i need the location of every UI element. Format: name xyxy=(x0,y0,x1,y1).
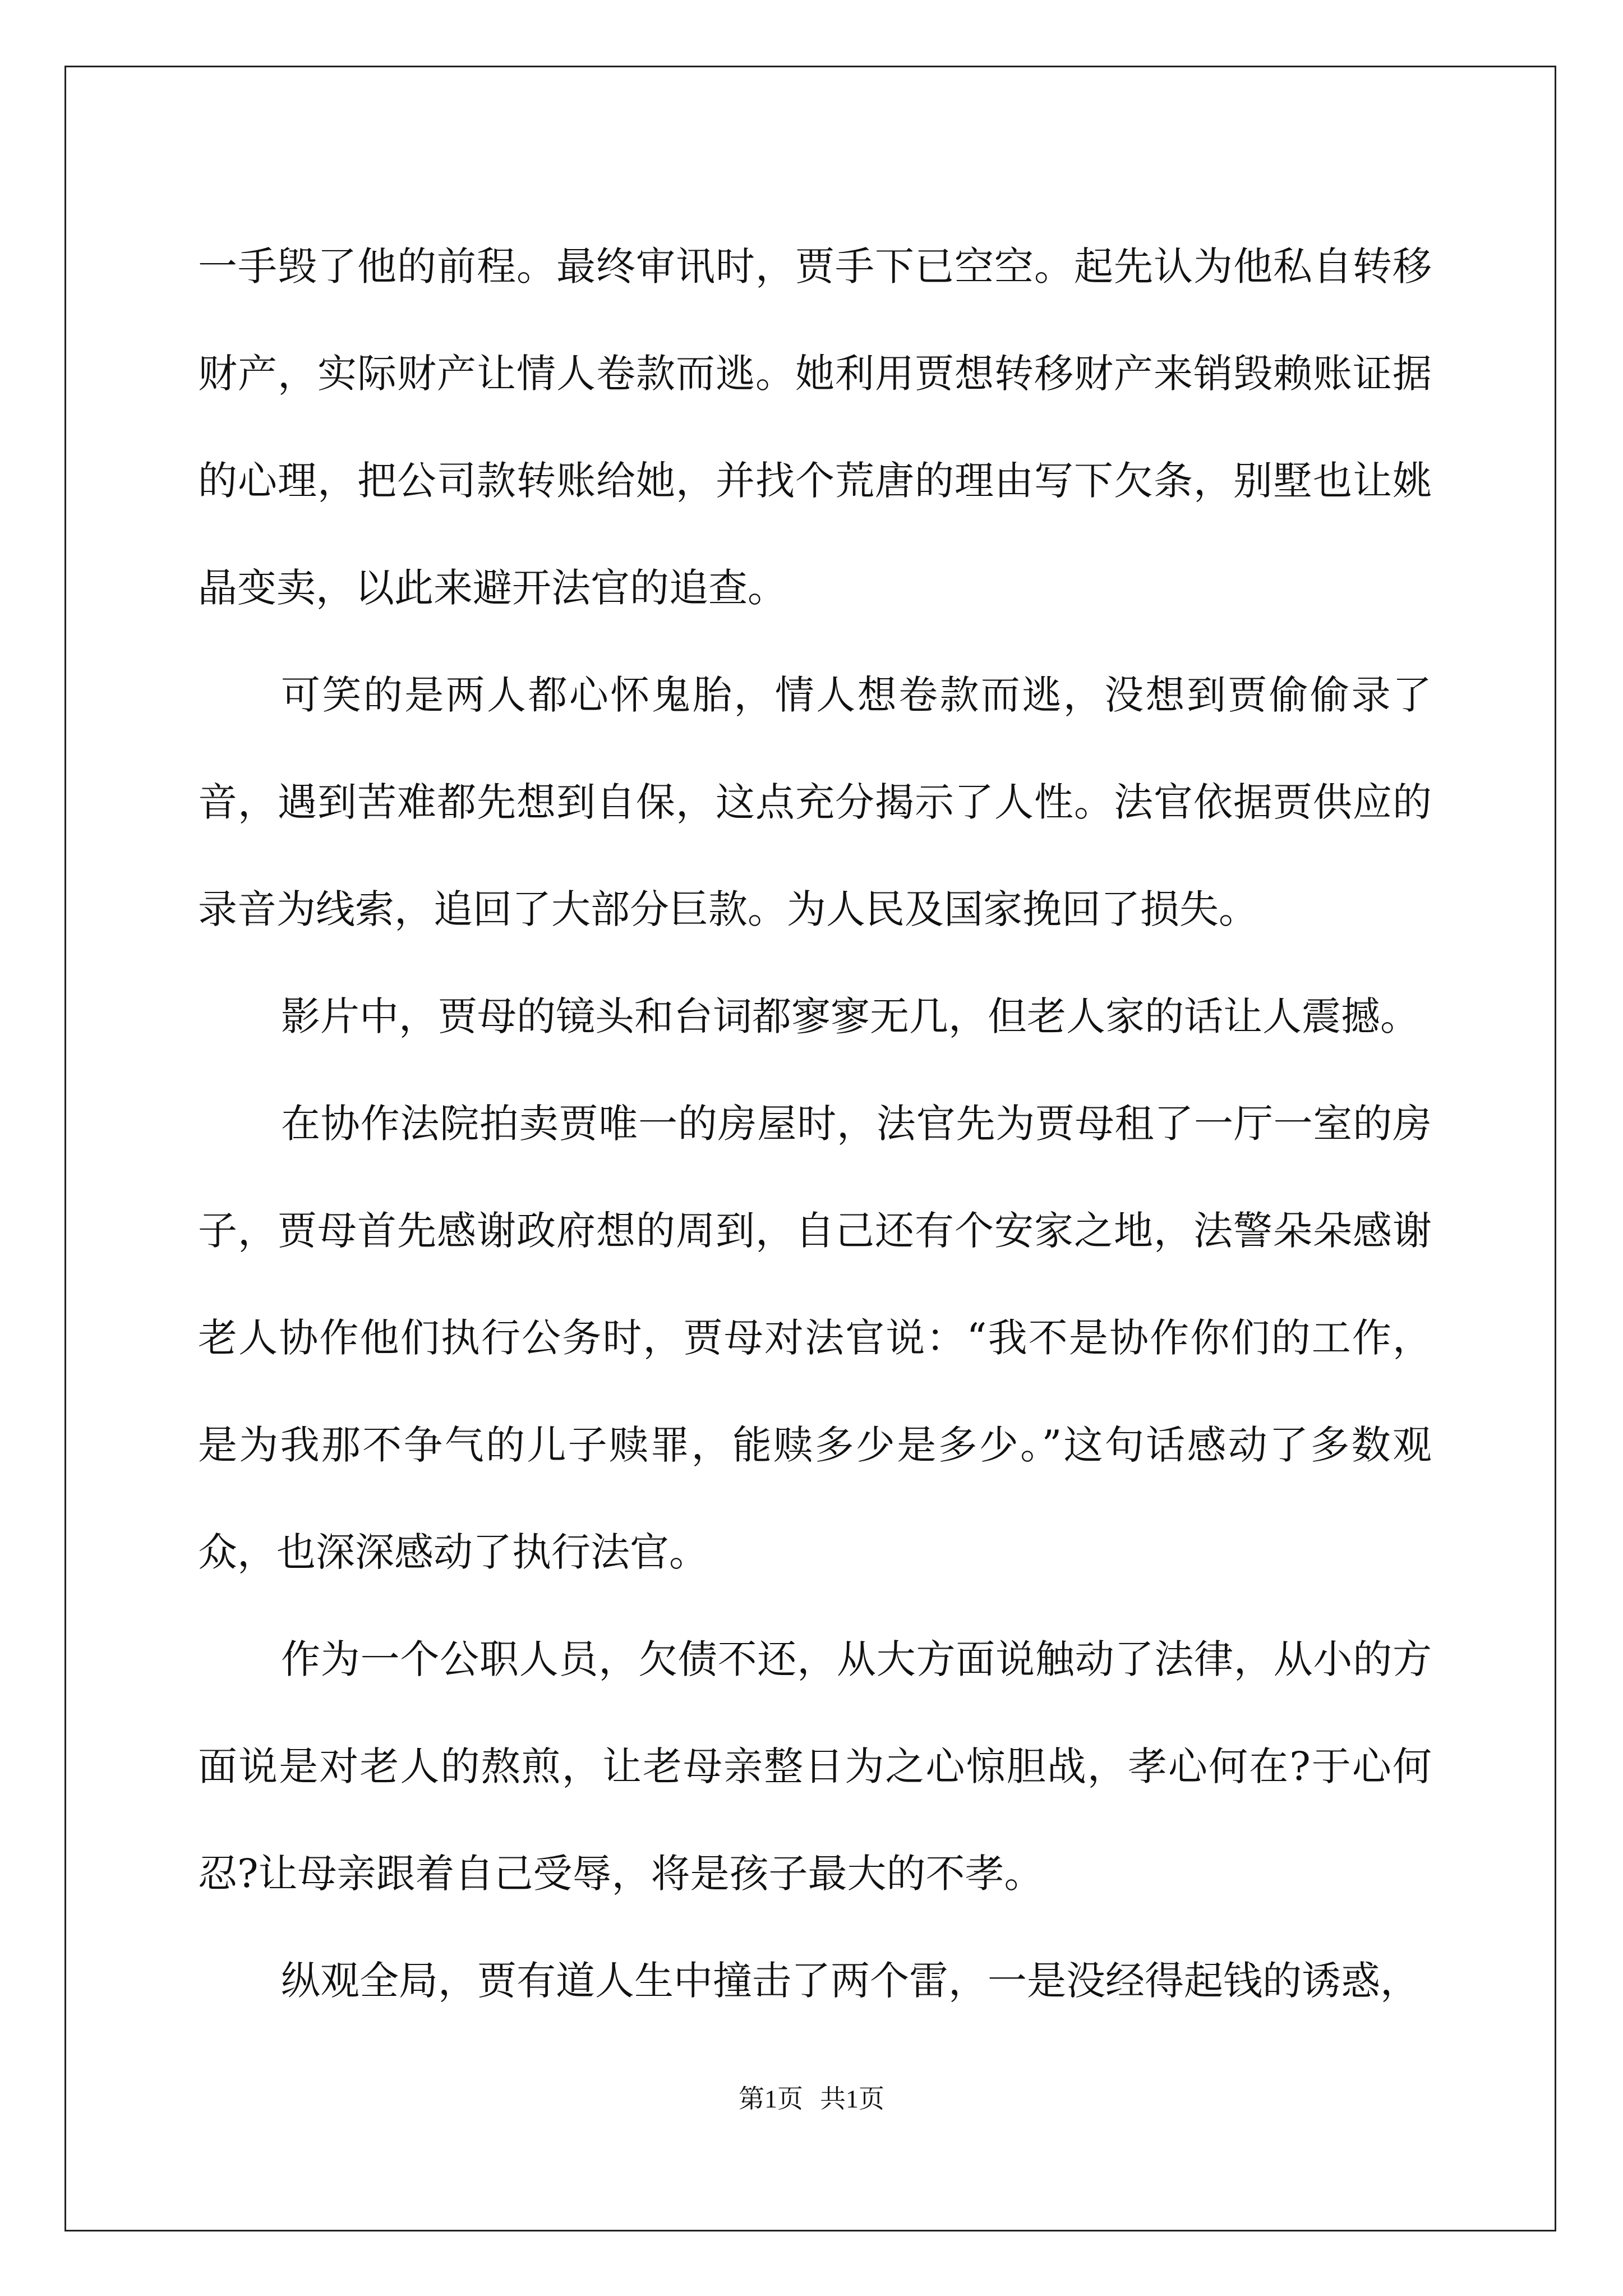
page-total: 共1页 xyxy=(820,2085,884,2113)
paragraph-6: 纵观全局，贾有道人生中撞击了两个雷，一是没经得起钱的诱惑， xyxy=(281,1958,1419,2004)
paragraph-1: 一手毁了他的前程。最终审讯时，贾手下已空空。起先认为他私自转移财产，实际财产让情人卷款而逃。她利用贾想转移财产来销毁赖账证据的心理，把公司款转账给她，并找个荒唐的理由写下欠条，别墅也让姚晶变卖，以此来避开法官的追查。 xyxy=(198,243,1432,611)
paragraph-3: 影片中，贾母的镜头和台词都寥寥无几，但老人家的话让人震撼。 xyxy=(281,993,1419,1039)
paragraph-2: 可笑的是两人都心怀鬼胎，情人想卷款而逃，没想到贾偷偷录了音，遇到苦难都先想到自保，这点充分揭示了人性。法官依据贾供应的录音为线索，追回了大部分巨款。为人民及国家挽回了损失。 xyxy=(198,672,1432,932)
paragraph-5: 作为一个公职人员，欠债不还，从大方面说触动了法律，从小的方面说是对老人的熬煎，让老母亲整日为之心惊胆战，孝心何在?于心何忍?让母亲跟着自己受辱，将是孩子最大的不孝。 xyxy=(198,1636,1432,1897)
document-body xyxy=(198,213,1432,2035)
page-number: 第1页 xyxy=(739,2085,803,2113)
page-footer xyxy=(0,2078,1623,2115)
paragraph-4: 在协作法院拍卖贾唯一的房屋时，法官先为贾母租了一厅一室的房子，贾母首先感谢政府想的周到，自己还有个安家之地，法警朵朵感谢老人协作他们执行公务时，贾母对法官说：“我不是协作你们的工作，是为我那不争气的儿子赎罪，能赎多少是多少。”这句话感动了多数观众，也深深感动了执行法官。 xyxy=(198,1101,1432,1575)
